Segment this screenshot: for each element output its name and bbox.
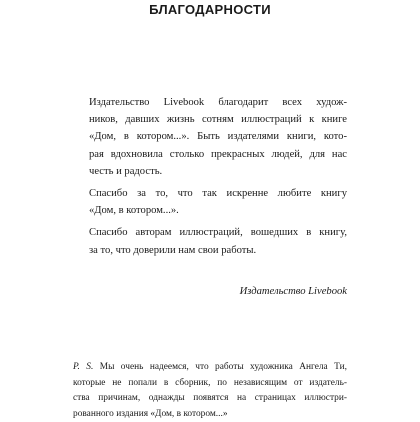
ps-line: ства причинам, однажды появятся на страницах иллюстри- <box>73 393 347 404</box>
ps-line: которые не попали в сборник, по независящим от издатель- <box>73 377 347 388</box>
ps-line: рованного издания «Дом, в котором...» <box>73 408 228 419</box>
text-line: честь и радость. <box>89 165 163 177</box>
text-line: Спасибо за то, что так искренне любите книгу <box>89 188 347 200</box>
text-line: «Дом, в котором...». Быть издателями книги, кото- <box>89 131 347 143</box>
text-line: за то, что доверили нам свои работы. <box>89 244 257 256</box>
paragraph-1 <box>73 94 347 180</box>
signature: Издательство Livebook <box>239 286 347 297</box>
ps-line <box>73 360 347 376</box>
text-line: ников, давших жизнь сотням иллюстраций к книге <box>89 114 347 126</box>
text-line: «Дом, в котором...». <box>89 205 179 217</box>
text-line: рая вдохновила столько прекрасных людей, для нас <box>89 148 347 160</box>
acknowledgements-body <box>73 94 347 264</box>
text-line: Спасибо авторам иллюстраций, вошедших в книгу, <box>89 227 347 239</box>
ps-line-text: Мы очень надеемся, что работы художника Ангела Ти, <box>93 362 347 372</box>
paragraph-2 <box>73 185 347 219</box>
postscript <box>73 360 347 422</box>
page-title: БЛАГОДАРНОСТИ <box>149 2 271 17</box>
paragraph-3 <box>73 224 347 258</box>
ps-label: P. S. <box>73 362 94 372</box>
text-line: Издательство Livebook благодарит всех худож- <box>89 97 347 108</box>
